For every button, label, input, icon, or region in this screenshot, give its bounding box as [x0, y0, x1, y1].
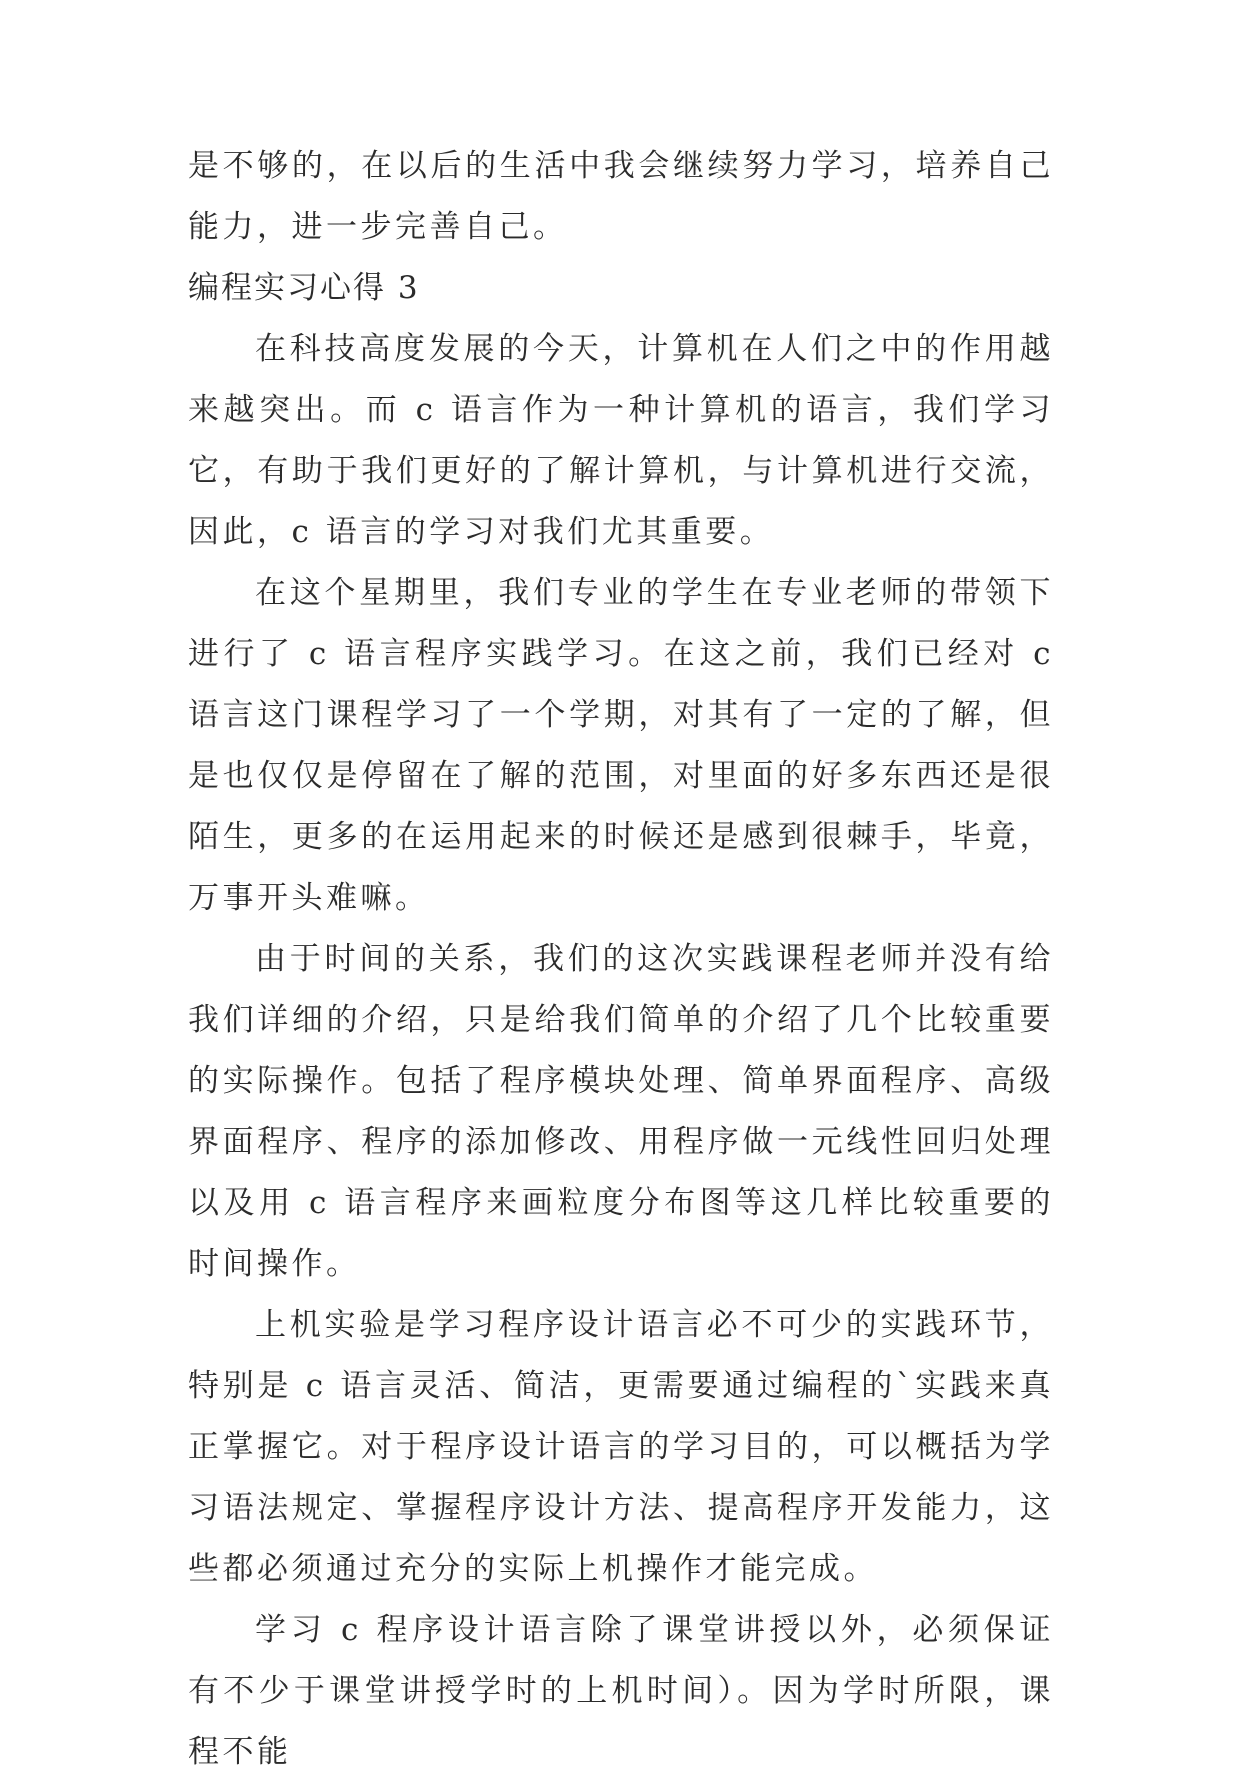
body-paragraph: 由于时间的关系，我们的这次实践课程老师并没有给我们详细的介绍，只是给我们简单的介绍了几个比较重要的实际操作。包括了程序模块处理、简单界面程序、高级界面程序、程序的添加修改、用程序做一元线性回归处理以及用 c 语言程序来画粒度分布图等这几样比较重要的时间操作。: [188, 941, 1054, 1282]
body-paragraph: 在科技高度发展的今天，计算机在人们之中的作用越来越突出。而 c 语言作为一种计算机的语言，我们学习它，有助于我们更好的了解计算机，与计算机进行交流，因此，c 语言的学习对我们尤其重要。: [188, 331, 1054, 550]
section-heading: 编程实习心得 3: [188, 270, 420, 306]
continued-paragraph: 是不够的，在以后的生活中我会继续努力学习，培养自己能力，进一步完善自己。: [188, 148, 1054, 245]
body-paragraph: 学习 c 程序设计语言除了课堂讲授以外，必须保证有不少于课堂讲授学时的上机时间）。因为学时所限，课程不能: [188, 1612, 1054, 1770]
document-page: [188, 136, 1054, 1783]
body-paragraph: 在这个星期里，我们专业的学生在专业老师的带领下进行了 c 语言程序实践学习。在这之前，我们已经对 c 语言这门课程学习了一个学期，对其有了一定的了解，但是也仅仅是停留在了解的范围，对里面的好多东西还是很陌生，更多的在运用起来的时候还是感到很棘手，毕竟，万事开头难嘛。: [188, 575, 1054, 916]
body-paragraph: 上机实验是学习程序设计语言必不可少的实践环节，特别是 c 语言灵活、简洁，更需要通过编程的`实践来真正掌握它。对于程序设计语言的学习目的，可以概括为学习语法规定、掌握程序设计方法、提高程序开发能力，这些都必须通过充分的实际上机操作才能完成。: [188, 1307, 1054, 1587]
